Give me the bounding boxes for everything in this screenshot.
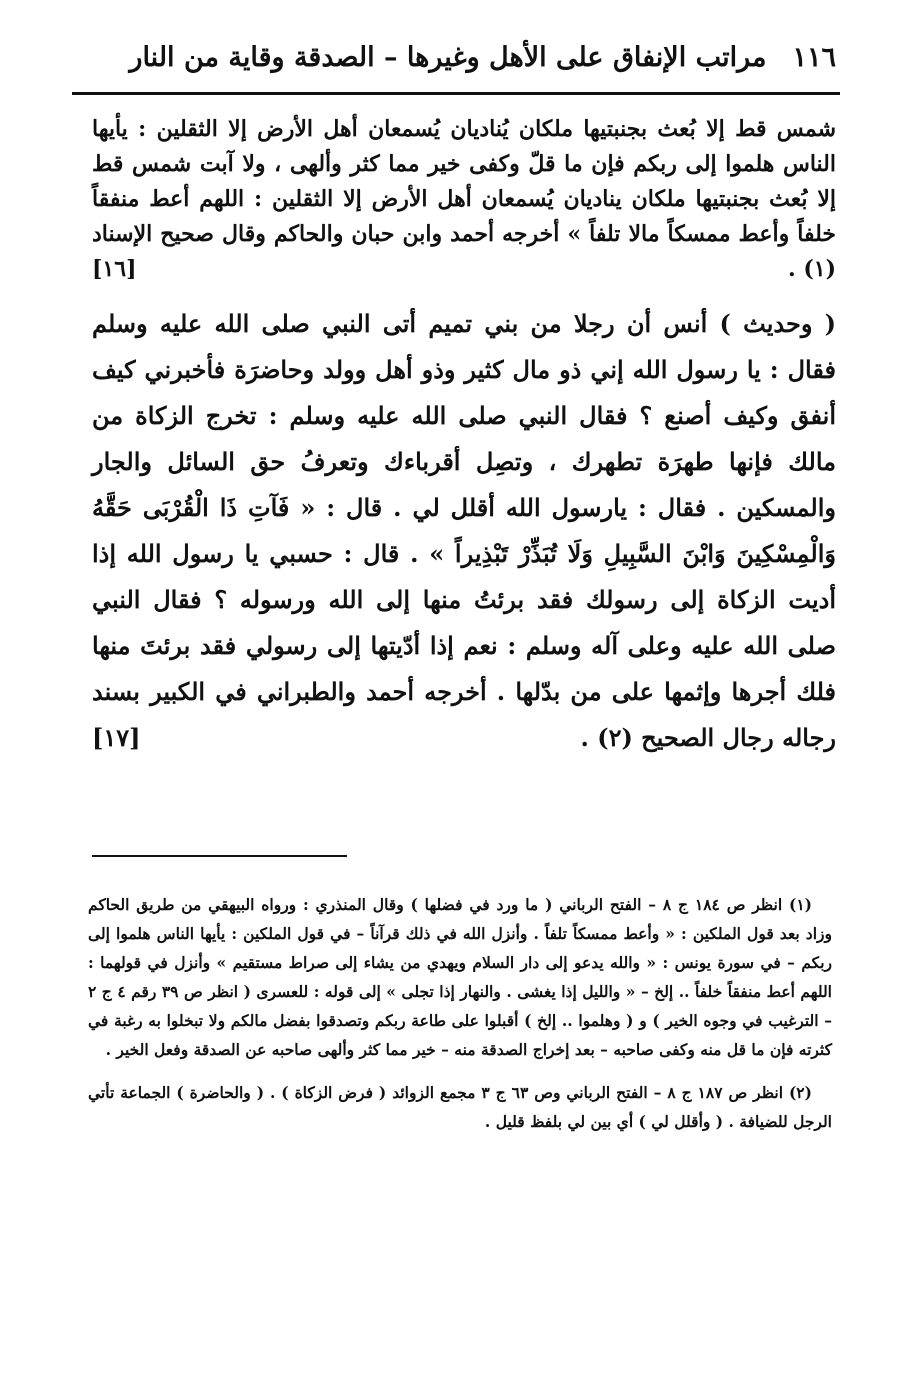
paragraph-1: [92, 112, 836, 287]
footnote-1: (١) انظر ص ١٨٤ ج ٨ – الفتح الرباني ( ما ورد في فضلها ) وقال المنذري : ورواه البيهقي من طريق الحاكم وزاد بعد قول الملكين : « وأعط ممسكاً تلفاً . وأنزل الله في ذلك قرآناً – في قول الملكين : يأيها الناس هلموا إلى ربكم – في سورة يونس : « والله يدعو إلى دار السلام ويهدي من يشاء إلى صراط مستقيم » وأنزل في قولهما : اللهم أعط منفقاً خلفاً .. إلخ – « والليل إذا يغشى . والنهار إذا تجلى » إلى قوله : للعسرى ( انظر ص ٣٩ رقم ٤ ج ٢ – الترغيب في وجوه الخير ) و ( وهلموا .. إلخ ) أقبلوا على طاعة ربكم وتصدقوا بفضل مالكم ولا تبخلوا به رغبة في كثرته فإن ما قل منه وكفى صاحبه – بعد إخراج الصدقة منه – خير مما كثر وألهى صاحبه عن الصدقة وفعل الخير .: [88, 895, 832, 1059]
footnote-2: (٢) انظر ص ١٨٧ ج ٨ – الفتح الرباني وص ٦٣ ج ٣ مجمع الزوائد ( فرض الزكاة ) . ( والحاضرة ) الجماعة تأتي الرجل للضيافة . ( وأقلل لي ) أي بين لي بلفظ قليل .: [88, 1083, 832, 1131]
footnote-separator: [92, 855, 347, 857]
hadith-number-17: [١٧]: [92, 723, 141, 752]
paragraph-2: [92, 301, 836, 761]
header-rule: [72, 92, 840, 95]
hadith-number-16: [١٦]: [92, 256, 137, 282]
paragraph-1-text: شمس قط إلا بُعث بجنبتيها ملكان يُناديان يُسمعان أهل الأرض إلا الثقلين : يأيها الناس هلموا إلى ربكم فإن ما قلّ وكفى خير مما كثر وألهى ، ولا آبت شمس قط إلا بُعث بجنبتيها ملكان يناديان يُسمعان أهل الأرض إلا الثقلين : اللهم أعط منفقاً خلفاً وأعط ممسكاً مالا تلفاً » أخرجه أحمد وابن حبان والحاكم وقال صحيح الإسناد (١) .: [92, 116, 836, 282]
page-number: ١١٦: [792, 41, 836, 73]
running-title: مراتب الإنفاق على الأهل وغيرها – الصدقة وقاية من النار: [129, 41, 767, 73]
footnotes: [88, 890, 832, 1150]
page-header: [110, 32, 836, 82]
main-text: [92, 112, 836, 761]
paragraph-2-text: ( وحديث ) أنس أن رجلا من بني تميم أتى النبي صلى الله عليه وسلم فقال : يا رسول الله إني ذو مال كثير وذو أهل وولد وحاضرَة فأخبرني كيف أنفق وكيف أصنع ؟ فقال النبي صلى الله عليه وسلم : تخرج الزكاة من مالك فإنها طهرَة تطهرك ، وتصِل أقرباءك وتعرفُ حق السائل والجار والمسكين . فقال : يارسول الله أقلل لي . قال : « فَآتِ ذَا الْقُرْبَى حَقَّهُ وَالْمِسْكِينَ وَابْنَ السَّبِيلِ وَلَا تُبَذِّرْ تَبْذِيراً » . قال : حسبي يا رسول الله إذا أديت الزكاة إلى رسولك فقد برئتُ منها إلى الله ورسوله ؟ فقال النبي صلى الله عليه وعلى آله وسلم : نعم إذا أدّيتها إلى رسولي فقد برئتَ منها فلك أجرها وإثمها على من بدّلها . أخرجه أحمد والطبراني في الكبير بسند رجاله رجال الصحيح (٢) .: [92, 309, 836, 752]
